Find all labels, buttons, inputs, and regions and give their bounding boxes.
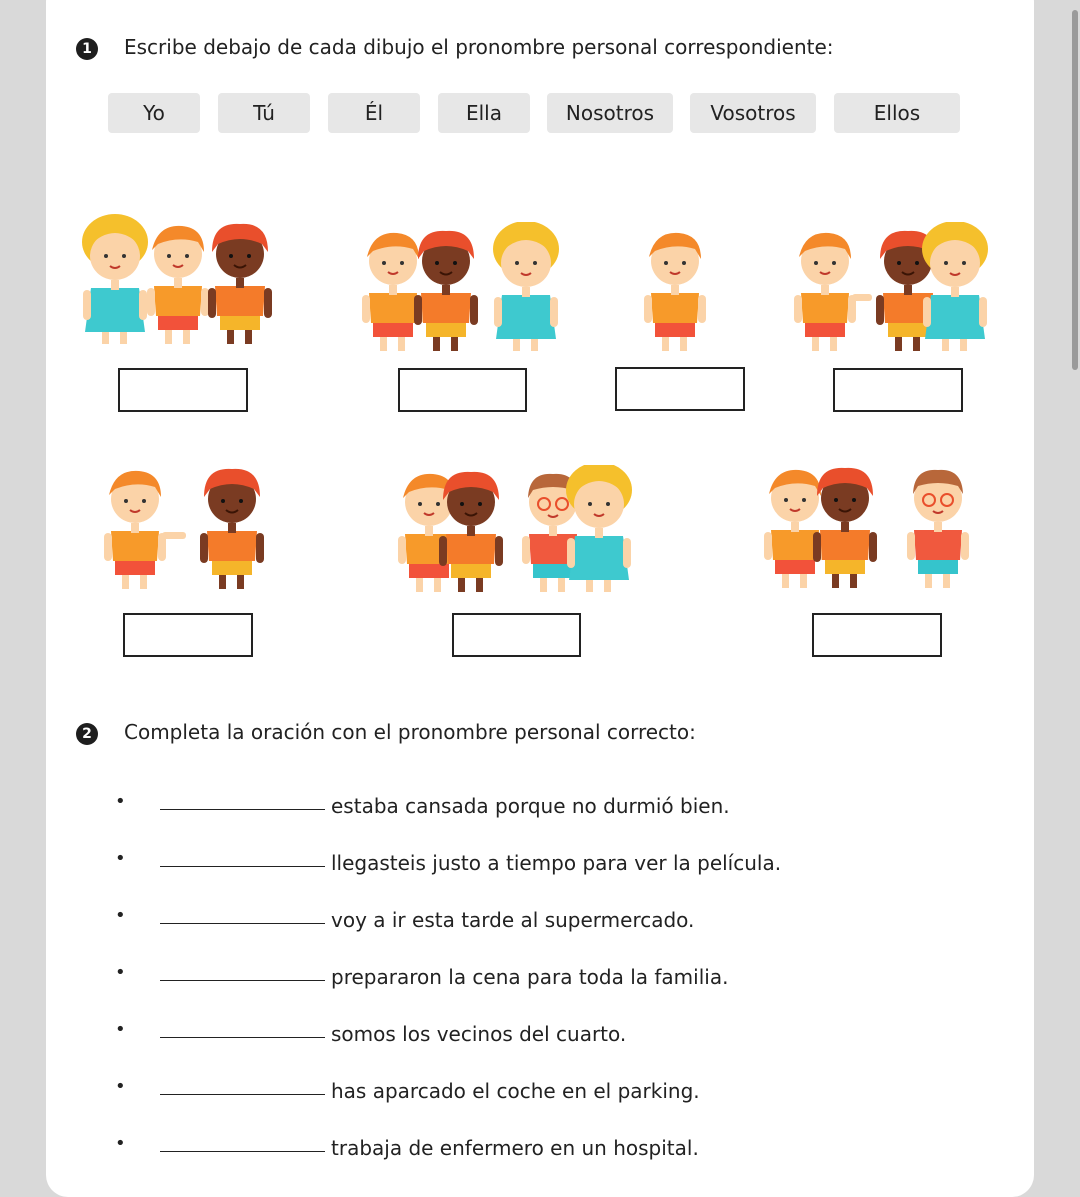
picture-ellos bbox=[75, 205, 280, 355]
sentence-text: estaba cansada porque no durmió bien. bbox=[331, 794, 730, 818]
sentence-6 bbox=[115, 1073, 700, 1103]
sentence-1 bbox=[115, 788, 730, 818]
pronoun-chip-vosotros: Vosotros bbox=[690, 93, 816, 133]
bullet: • bbox=[115, 962, 126, 983]
picture-vosotros-group bbox=[760, 458, 975, 593]
answer-box-3[interactable] bbox=[615, 367, 745, 411]
picture-nosotros-group bbox=[395, 465, 635, 595]
answer-box-1[interactable] bbox=[118, 368, 248, 412]
bullet: • bbox=[115, 1019, 126, 1040]
fill-blank[interactable] bbox=[160, 922, 325, 924]
bullet: • bbox=[115, 848, 126, 869]
fill-blank[interactable] bbox=[160, 1150, 325, 1152]
sentence-text: trabaja de enfermero en un hospital. bbox=[331, 1136, 699, 1160]
answer-box-2[interactable] bbox=[398, 368, 527, 412]
sentence-text: llegasteis justo a tiempo para ver la película. bbox=[331, 851, 782, 875]
fill-blank[interactable] bbox=[160, 1093, 325, 1095]
answer-box-6[interactable] bbox=[452, 613, 581, 657]
sentence-5 bbox=[115, 1016, 626, 1046]
answer-box-4[interactable] bbox=[833, 368, 963, 412]
fill-blank[interactable] bbox=[160, 979, 325, 981]
sentence-7 bbox=[115, 1130, 699, 1160]
pronoun-chip-el: Él bbox=[328, 93, 420, 133]
pronoun-chip-ellos: Ellos bbox=[834, 93, 960, 133]
picture-yo bbox=[635, 222, 715, 357]
sentence-text: prepararon la cena para toda la familia. bbox=[331, 965, 729, 989]
answer-box-5[interactable] bbox=[123, 613, 253, 657]
fill-blank[interactable] bbox=[160, 808, 325, 810]
sentence-text: has aparcado el coche en el parking. bbox=[331, 1079, 700, 1103]
scrollbar[interactable] bbox=[1072, 10, 1078, 370]
pronoun-chip-yo: Yo bbox=[108, 93, 200, 133]
sentence-2 bbox=[115, 845, 781, 875]
exercise-2-number: 2 bbox=[76, 723, 98, 745]
picture-ellos-pointing bbox=[790, 222, 990, 357]
sentence-text: voy a ir esta tarde al supermercado. bbox=[331, 908, 695, 932]
answer-box-7[interactable] bbox=[812, 613, 942, 657]
picture-el-pointing bbox=[100, 455, 270, 595]
picture-vosotros bbox=[358, 222, 563, 357]
pronoun-chip-nosotros: Nosotros bbox=[547, 93, 673, 133]
exercise-1-instruction: Escribe debajo de cada dibujo el pronombre personal correspondiente: bbox=[124, 35, 834, 59]
pronoun-chip-ella: Ella bbox=[438, 93, 530, 133]
exercise-1-number: 1 bbox=[76, 38, 98, 60]
bullet: • bbox=[115, 905, 126, 926]
bullet: • bbox=[115, 1076, 126, 1097]
pronoun-chip-tu: Tú bbox=[218, 93, 310, 133]
bullet: • bbox=[115, 1133, 126, 1154]
fill-blank[interactable] bbox=[160, 865, 325, 867]
sentence-text: somos los vecinos del cuarto. bbox=[331, 1022, 627, 1046]
fill-blank[interactable] bbox=[160, 1036, 325, 1038]
sentence-3 bbox=[115, 902, 694, 932]
sentence-4 bbox=[115, 959, 728, 989]
exercise-2-instruction: Completa la oración con el pronombre personal correcto: bbox=[124, 720, 696, 744]
bullet: • bbox=[115, 791, 126, 812]
